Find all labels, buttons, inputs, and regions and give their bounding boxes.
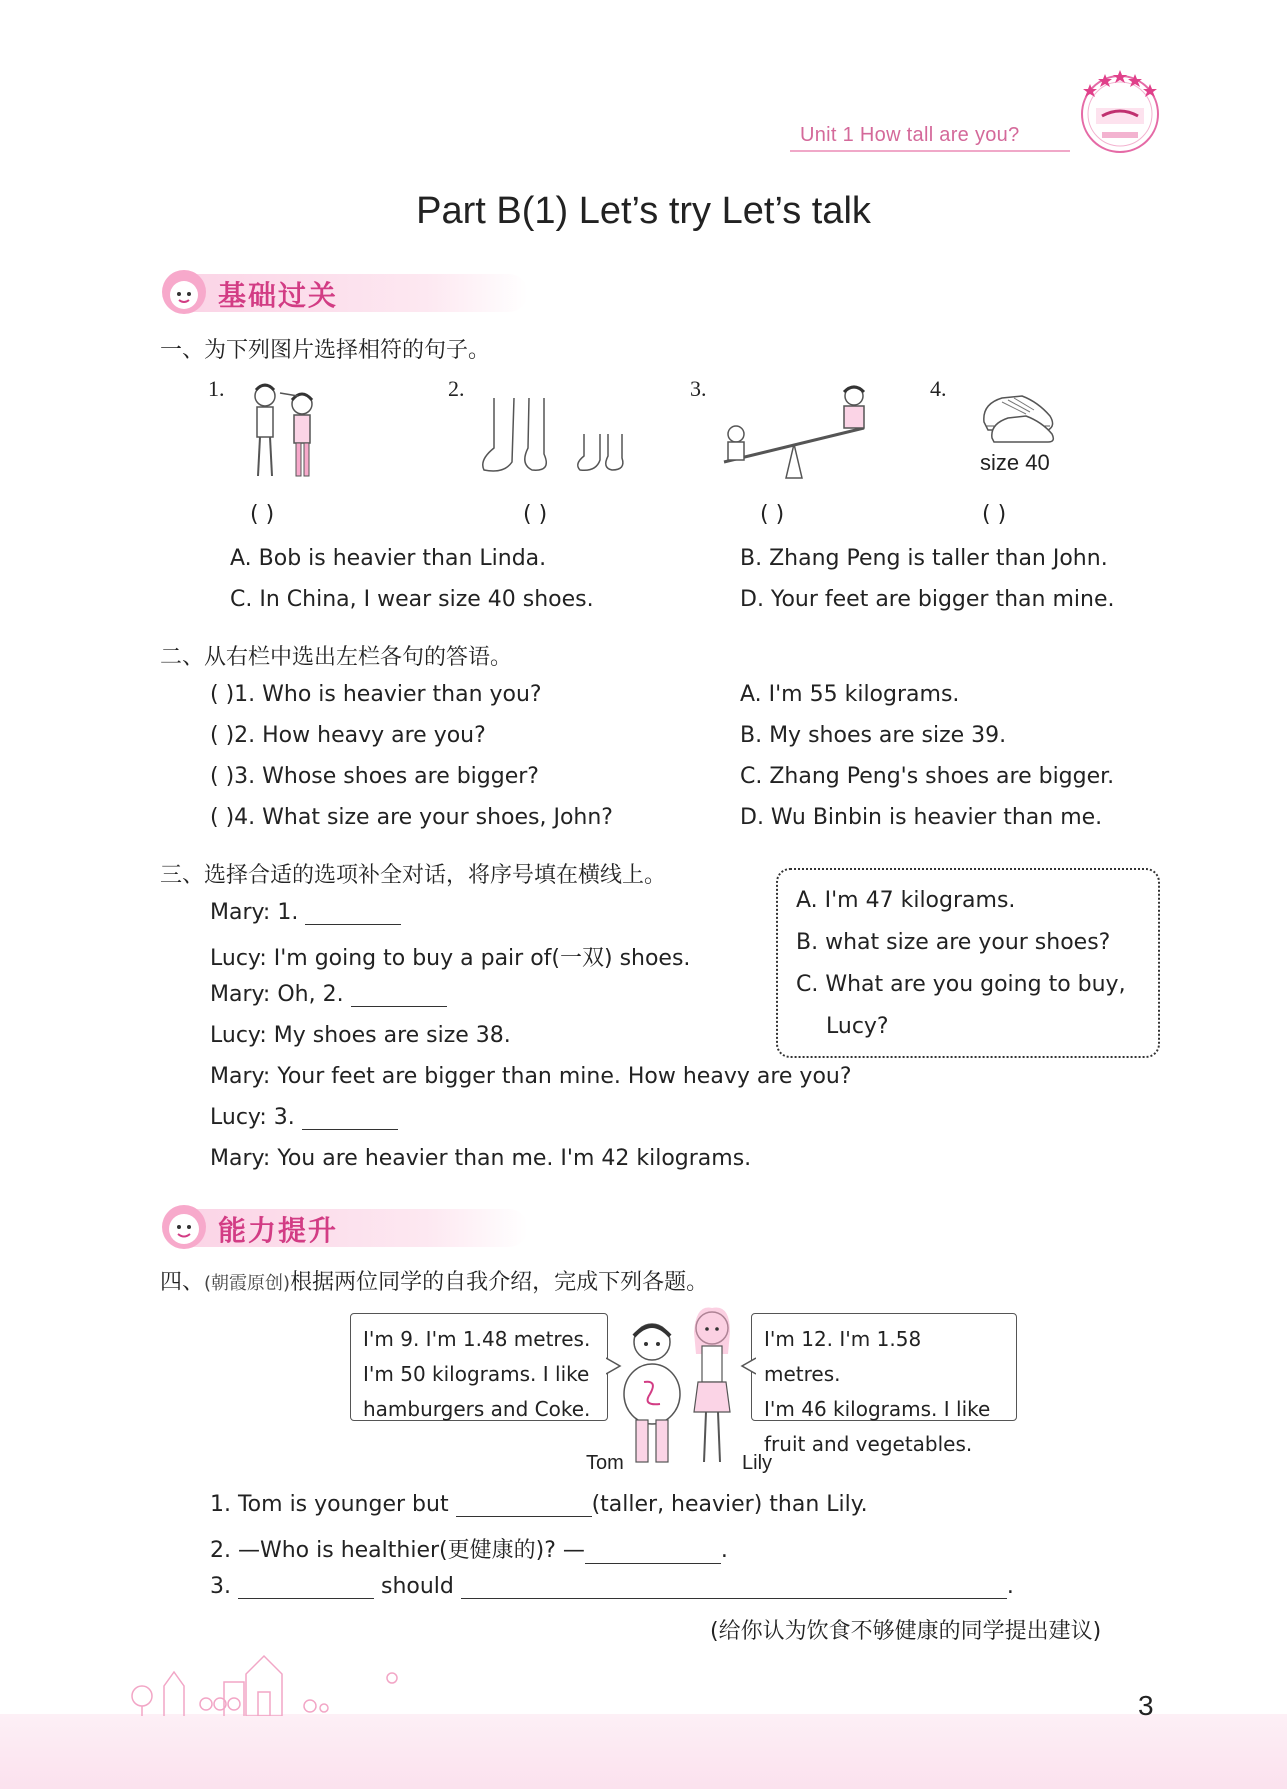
- q3-line-5: Mary: Your feet are bigger than mine. How heavy are you?: [210, 1064, 852, 1089]
- tom-bubble-line-1: I'm 9. I'm 1.48 metres.: [363, 1327, 591, 1351]
- q2-heading: 二、从右栏中选出左栏各句的答语。: [160, 645, 513, 670]
- boy-face-icon: [160, 1203, 208, 1251]
- q1-option-c: C. In China, I wear size 40 shoes.: [230, 587, 594, 612]
- q2-right-b: B. My shoes are size 39.: [740, 723, 1007, 748]
- lily-bubble-line-1: I'm 12. I'm 1.58 metres.: [764, 1327, 922, 1386]
- q3-line-3: [210, 982, 447, 1007]
- feet-picture-icon: [474, 398, 634, 478]
- section-title-ability: 能力提升: [218, 1214, 339, 1247]
- q1-option-d: D. Your feet are bigger than mine.: [740, 587, 1115, 612]
- tom-and-lily-picture-icon: [606, 1302, 756, 1472]
- q3-blank-2[interactable]: [351, 985, 447, 1007]
- q4-heading: [160, 1265, 708, 1296]
- q1-heading: 一、为下列图片选择相符的句子。: [160, 338, 491, 363]
- q4-item-2: [210, 1533, 728, 1564]
- q1-item-1-number: 1.: [208, 376, 225, 401]
- q4-item-3: [210, 1574, 1014, 1599]
- tom-label: Tom: [586, 1452, 624, 1474]
- seesaw-picture-icon: [714, 384, 874, 484]
- q3-blank-3[interactable]: [302, 1108, 398, 1130]
- q3-line-6-text: Lucy: 3.: [210, 1105, 302, 1130]
- q4-blank-2[interactable]: [585, 1542, 721, 1564]
- q2-left-1[interactable]: ( )1. Who is heavier than you?: [210, 682, 542, 707]
- q4-item-2-text-b: .: [720, 1538, 728, 1563]
- q1-item-4-caption: size 40: [980, 450, 1050, 475]
- tom-speech-bubble: [350, 1313, 608, 1421]
- q4-item-3-text-a: 3.: [210, 1574, 238, 1599]
- q3-line-1-text: Mary: 1.: [210, 900, 306, 925]
- q4-heading-rest: 根据两位同学的自我介绍，完成下列各题。: [290, 1270, 709, 1295]
- q4-blank-3b[interactable]: [461, 1577, 1007, 1599]
- lily-label: Lily: [742, 1452, 773, 1474]
- q3-line-1: [210, 900, 401, 925]
- lily-bubble-line-3: fruit and vegetables.: [764, 1432, 973, 1456]
- footer-band: [0, 1714, 1287, 1789]
- q4-item-1-text-a: 1. Tom is younger but: [210, 1492, 456, 1517]
- q3-line-4: Lucy: My shoes are size 38.: [210, 1023, 511, 1048]
- q3-option-c: C. What are you going to buy,: [796, 972, 1126, 997]
- q3-line-6: [210, 1105, 398, 1130]
- q4-item-3-text-c: .: [1006, 1574, 1014, 1599]
- tom-bubble-line-2: I'm 50 kilograms. I like: [363, 1362, 590, 1386]
- q1-answer-4[interactable]: ( ): [982, 502, 1007, 527]
- q4-heading-note: (朝霞原创): [204, 1273, 291, 1294]
- q2-left-2[interactable]: ( )2. How heavy are you?: [210, 723, 486, 748]
- q4-item-1-text-b: (taller, heavier) than Lily.: [591, 1492, 868, 1517]
- q1-item-4-number: 4.: [930, 376, 947, 401]
- section-banner-basic: [160, 268, 520, 316]
- q1-answer-3[interactable]: ( ): [760, 502, 785, 527]
- q2-right-d: D. Wu Binbin is heavier than me.: [740, 805, 1103, 830]
- q3-heading: 三、选择合适的选项补全对话，将序号填在横线上。: [160, 863, 667, 888]
- q2-right-a: A. I'm 55 kilograms.: [740, 682, 960, 707]
- q2-left-4[interactable]: ( )4. What size are your shoes, John?: [210, 805, 613, 830]
- q2-left-3[interactable]: ( )3. Whose shoes are bigger?: [210, 764, 539, 789]
- sneakers-picture-icon: [978, 382, 1058, 444]
- q4-item-3-note: (给你认为饮食不够健康的同学提出建议): [710, 1619, 1102, 1644]
- q1-answer-2[interactable]: ( ): [523, 502, 548, 527]
- q1-option-a: A. Bob is heavier than Linda.: [230, 546, 547, 571]
- q1-item-2-number: 2.: [448, 376, 465, 401]
- publisher-logo-icon: [1072, 62, 1168, 158]
- q1-answer-1[interactable]: ( ): [250, 502, 275, 527]
- q3-option-b: B. what size are your shoes?: [796, 930, 1111, 955]
- section-title-basic: 基础过关: [218, 279, 339, 312]
- q4-item-2-text-a: 2. —Who is healthier(更健康的)? —: [210, 1538, 585, 1563]
- q4-item-3-text-b: should: [373, 1574, 461, 1599]
- q3-line-2: Lucy: I'm going to buy a pair of(一双) shoes.: [210, 946, 691, 971]
- q3-line-7: Mary: You are heavier than me. I'm 42 kilograms.: [210, 1146, 752, 1171]
- page-title: Part B(1) Let’s try Let’s talk: [416, 190, 871, 232]
- lily-speech-bubble: [751, 1313, 1017, 1456]
- q3-line-3-text: Mary: Oh, 2.: [210, 982, 351, 1007]
- q2-right-c: C. Zhang Peng's shoes are bigger.: [740, 764, 1115, 789]
- q3-option-a: A. I'm 47 kilograms.: [796, 888, 1016, 913]
- q3-blank-1[interactable]: [305, 903, 401, 925]
- q4-item-1: [210, 1492, 868, 1517]
- header-rule: [790, 150, 1070, 152]
- girl-face-icon: [160, 268, 208, 316]
- two-kids-height-picture-icon: [240, 378, 330, 482]
- section-banner-ability: [160, 1203, 520, 1251]
- q3-option-c-cont: Lucy?: [826, 1014, 889, 1039]
- q4-blank-1[interactable]: [456, 1495, 592, 1517]
- tom-bubble-line-3: hamburgers and Coke.: [363, 1397, 591, 1421]
- lily-bubble-line-2: I'm 46 kilograms. I like: [764, 1397, 991, 1421]
- q4-heading-prefix: 四、: [160, 1270, 205, 1295]
- q4-blank-3a[interactable]: [238, 1577, 374, 1599]
- unit-header: Unit 1 How tall are you?: [800, 124, 1020, 146]
- q1-option-b: B. Zhang Peng is taller than John.: [740, 546, 1108, 571]
- q1-item-3-number: 3.: [690, 376, 707, 401]
- castle-decoration-icon: [124, 1646, 414, 1716]
- page-number: 3: [1138, 1690, 1154, 1721]
